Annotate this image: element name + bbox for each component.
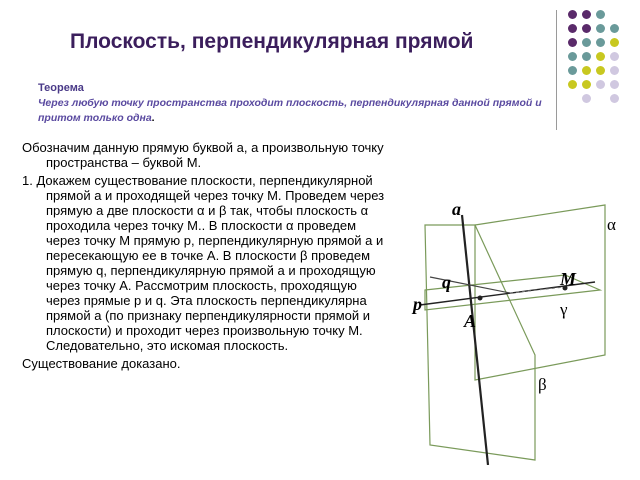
- decor-dot: [610, 80, 619, 89]
- label-q: q: [442, 272, 451, 292]
- decor-dot: [582, 38, 591, 47]
- point-A: [478, 296, 483, 301]
- decor-dot: [610, 66, 619, 75]
- decor-dot: [610, 38, 619, 47]
- decor-dot: [596, 52, 605, 61]
- decor-dot: [582, 80, 591, 89]
- decor-dot: [568, 38, 577, 47]
- slide-title: Плоскость, перпендикулярная прямой: [70, 30, 474, 53]
- decor-dot: [596, 24, 605, 33]
- decor-dot: [582, 94, 591, 103]
- theorem-heading: Теорема: [38, 82, 84, 94]
- plane-alpha: [475, 205, 605, 380]
- label-gamma: γ: [560, 300, 568, 319]
- decor-dot: [568, 10, 577, 19]
- decor-dot: [568, 66, 577, 75]
- decor-dot: [582, 66, 591, 75]
- label-M: M: [560, 269, 577, 289]
- theorem-end: .: [151, 112, 155, 124]
- decor-dot: [582, 52, 591, 61]
- decor-dot: [568, 24, 577, 33]
- proof-paragraph-existence: 1. Докажем существование плоскости, перпендикулярной прямой a и проходящей через точку M. Проведем через прямую a две плоскости α и β так, чтобы плоскость α проходила через точку M.. В плоскости α проведем через точку M прямую p, перпендикулярную прямой a и пересекающую ее в точке A. В плоскости β проведем прямую q, перпендикулярную прямой a и проходящую через точку A. Рассмотрим плоскость, проходящую через прямые p и q. Эта плоскость перпендикулярна прямой a (по признаку перпендикулярности прямой и плоскости) и проходит через произвольную точку M. Следовательно, это искомая плоскость.: [22, 173, 385, 353]
- decor-dot: [568, 52, 577, 61]
- decor-dot: [582, 24, 591, 33]
- label-A: A: [464, 311, 477, 331]
- decor-dot: [596, 10, 605, 19]
- plane-beta: [425, 225, 535, 460]
- theorem-statement: [38, 96, 558, 126]
- decor-dot: [568, 80, 577, 89]
- decor-dot: [596, 66, 605, 75]
- proof-paragraph-notation: Обозначим данную прямую буквой a, а произвольную точку пространства – буквой M.: [22, 140, 384, 170]
- label-alpha: α: [607, 215, 616, 234]
- decor-dot: [596, 38, 605, 47]
- label-p: p: [413, 294, 422, 314]
- decor-dot: [596, 80, 605, 89]
- label-a: a: [452, 199, 461, 219]
- geometry-figure: [400, 195, 630, 465]
- decor-dot: [610, 24, 619, 33]
- proof-paragraph-conclusion: Существование доказано.: [22, 356, 181, 371]
- proof-text: [22, 140, 392, 374]
- theorem-text: Через любую точку пространства проходит плоскость, перпендикулярная данной прямой и притом только одна: [38, 97, 542, 124]
- decor-dot: [610, 52, 619, 61]
- decor-dot: [610, 94, 619, 103]
- label-beta: β: [538, 375, 547, 394]
- decor-dot: [582, 10, 591, 19]
